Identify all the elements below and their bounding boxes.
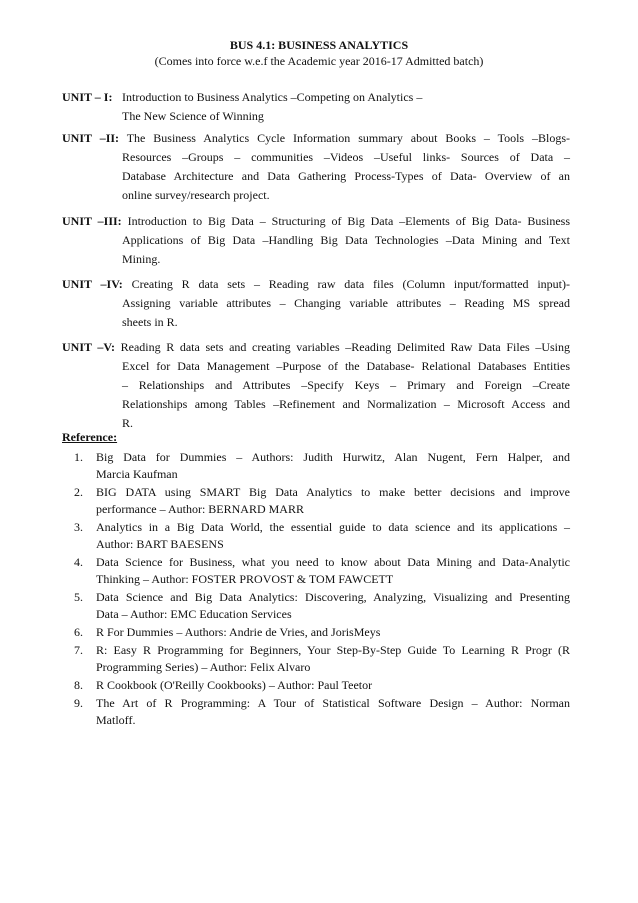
reference-item [62,554,570,588]
reference-text-line: R: Easy R Programming for Beginners, Your Step-By-Step Guide To Learning R Progr (R [96,643,570,657]
reference-item [62,677,570,694]
unit-first-line [62,338,570,357]
reference-text-line: Data – Author: EMC Education Services [96,607,292,621]
reference-item [62,642,570,676]
reference-text-line: R Cookbook (O'Reilly Cookbooks) – Author: Paul Teetor [96,678,373,692]
reference-heading: Reference: [62,430,118,444]
reference-text-line: Programming Series) – Author: Felix Alvaro [96,660,311,674]
reference-text-line: BIG DATA using SMART Big Data Analytics to make better decisions and improve [96,485,570,499]
unit-body [122,357,570,433]
unit-first-line [62,275,570,294]
unit-label: UNIT –II: [62,131,120,145]
unit-text-line: Creating R data sets – Reading raw data files (Column input/formatted input)- [131,277,570,291]
reference-number: 5. [74,590,83,604]
unit-text-line: Relationships among Tables –Refinement and Normalization – Microsoft Access and [122,397,570,411]
unit-first-line [62,212,570,231]
unit-text-line: Introduction to Business Analytics –Competing on Analytics – [122,90,423,104]
unit-text-line: The New Science of Winning [122,109,264,123]
reference-number: 4. [74,555,83,569]
reference-number: 6. [74,625,83,639]
reference-item [62,695,570,729]
document-title: BUS 4.1: BUSINESS ANALYTICS [229,38,409,52]
reference-text-line: Analytics in a Big Data World, the essential guide to data science and its applications – [96,520,570,534]
reference-text-line: performance – Author: BERNARD MARR [96,502,304,516]
unit-text-line: online survey/research project. [122,188,270,202]
reference-item [62,519,570,553]
reference-text-line: Thinking – Author: FOSTER PROVOST & TOM FAWCETT [96,572,394,586]
unit-5 [62,338,570,433]
reference-text-line: Author: BART BAESENS [96,537,224,551]
unit-text-line: sheets in R. [122,315,178,329]
unit-label: UNIT –III: [62,214,122,228]
reference-text-line: Matloff. [96,713,136,727]
unit-2 [62,129,570,205]
reference-text-line: Marcia Kaufman [96,467,178,481]
reference-text-line: Data Science and Big Data Analytics: Discovering, Analyzing, Visualizing and Presenting [96,590,570,604]
reference-number: 7. [74,643,83,657]
unit-label: UNIT –IV: [62,277,123,291]
document-subtitle: (Comes into force w.e.f the Academic year 2016-17 Admitted batch) [154,54,484,68]
unit-body [122,294,570,332]
reference-number: 2. [74,485,83,499]
reference-text-line: R For Dummies – Authors: Andrie de Vries, and JorisMeys [96,625,381,639]
unit-text-line: Introduction to Big Data – Structuring of Big Data –Elements of Big Data- Business [127,214,571,228]
unit-text-line: Resources –Groups – communities –Videos –Useful links- Sources of Data – [122,150,570,164]
unit-text-line: Applications of Big Data –Handling Big Data Technologies –Data Mining and Text [122,233,570,247]
reference-text-line: Big Data for Dummies – Authors: Judith Hurwitz, Alan Nugent, Fern Halper, and [96,450,570,464]
unit-text-line: Reading R data sets and creating variables –Reading Delimited Raw Data Files –Using [120,340,570,354]
unit-1 [62,88,570,126]
reference-list [62,449,570,730]
unit-first-line [62,129,570,148]
unit-body [122,231,570,269]
reference-item [62,624,570,641]
unit-text-line: Assigning variable attributes – Changing variable attributes – Reading MS spread [122,296,570,310]
unit-text-line: Mining. [122,252,161,266]
unit-text-line: The Business Analytics Cycle Information summary about Books – Tools –Blogs- [126,131,570,145]
reference-number: 8. [74,678,83,692]
unit-3 [62,212,570,269]
unit-label: UNIT –V: [62,340,115,354]
reference-item [62,449,570,483]
unit-label: UNIT – I: [62,90,113,104]
reference-number: 3. [74,520,83,534]
reference-number: 9. [74,696,83,710]
reference-number: 1. [74,450,83,464]
unit-4 [62,275,570,332]
unit-text-line: – Relationships and Attributes –Specify Keys – Primary and Foreign –Create [122,378,570,392]
unit-text-line: Database Architecture and Data Gathering Process-Types of Data- Overview of an [122,169,570,183]
reference-text-line: Data Science for Business, what you need to know about Data Mining and Data-Analytic [96,555,570,569]
reference-item [62,484,570,518]
reference-item [62,589,570,623]
unit-text-line: Excel for Data Management –Purpose of the Database- Relational Databases Entities [122,359,570,373]
unit-body [122,148,570,205]
reference-text-line: The Art of R Programming: A Tour of Statistical Software Design – Author: Norman [96,696,570,710]
unit-text-line: R. [122,416,134,430]
